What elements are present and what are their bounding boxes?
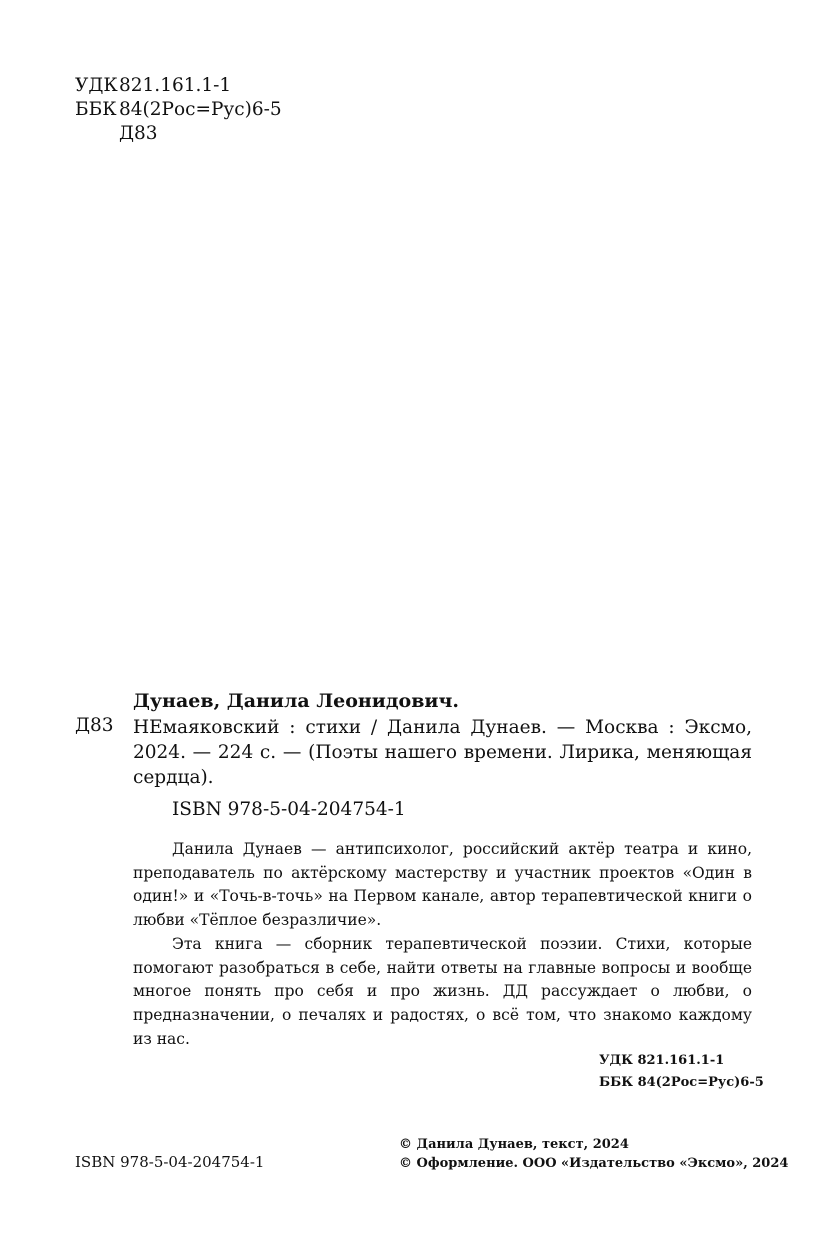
annotation xyxy=(133,838,752,1051)
author-heading: Дунаев, Данила Леонидович. xyxy=(133,690,460,712)
udk-label: УДК xyxy=(75,75,118,96)
annotation-paragraph-book: Эта книга — сборник терапевтической поэзии. Стихи, которые помогают разобраться в себе, найти ответы на главные вопросы и вообще многое понять про себя и про жизнь. ДД рассуждает о любви, о предназначении, о печалях и радостях, о всё том, что знакомо каждому из нас. xyxy=(133,934,752,1048)
footer-udk: УДК 821.161.1-1 xyxy=(599,1053,725,1068)
udk-value: 821.161.1-1 xyxy=(119,75,232,96)
udk-line xyxy=(75,74,282,98)
isbn: ISBN 978-5-04-204754-1 xyxy=(172,799,406,820)
annotation-paragraph-author: Данила Дунаев — антипсихолог, российский актёр театра и кино, преподаватель по актёрскому мастерству и участник проектов «Один в один!» и «Точь-в-точь» на Первом канале, автор терапевтической книги о любви «Тёплое безразличие». xyxy=(133,840,752,930)
bbk-value: 84(2Рос=Рус)6-5 xyxy=(119,99,282,120)
copyright-design: © Оформление. ООО «Издательство «Эксмо», 2024 xyxy=(399,1155,789,1171)
bibliographic-description: НЕмаяковский : стихи / Данила Дунаев. — Москва : Эксмо, 2024. — 224 с. — (Поэты нашего времени. Лирика, меняющая сердца). xyxy=(133,717,752,788)
bbk-label: ББК xyxy=(75,99,117,120)
classification-footer xyxy=(599,1050,764,1094)
footer-bbk: ББК 84(2Рос=Рус)6-5 xyxy=(599,1075,764,1090)
author-mark: Д83 xyxy=(119,123,158,144)
copyright-text: © Данила Дунаев, текст, 2024 xyxy=(399,1137,629,1152)
classification-block xyxy=(75,74,282,146)
isbn-footer: ISBN 978-5-04-204754-1 xyxy=(75,1153,265,1171)
author-mark-line xyxy=(75,122,282,146)
bbk-line xyxy=(75,98,282,122)
author-mark-side: Д83 xyxy=(75,715,114,736)
copyright-block xyxy=(399,1136,788,1173)
